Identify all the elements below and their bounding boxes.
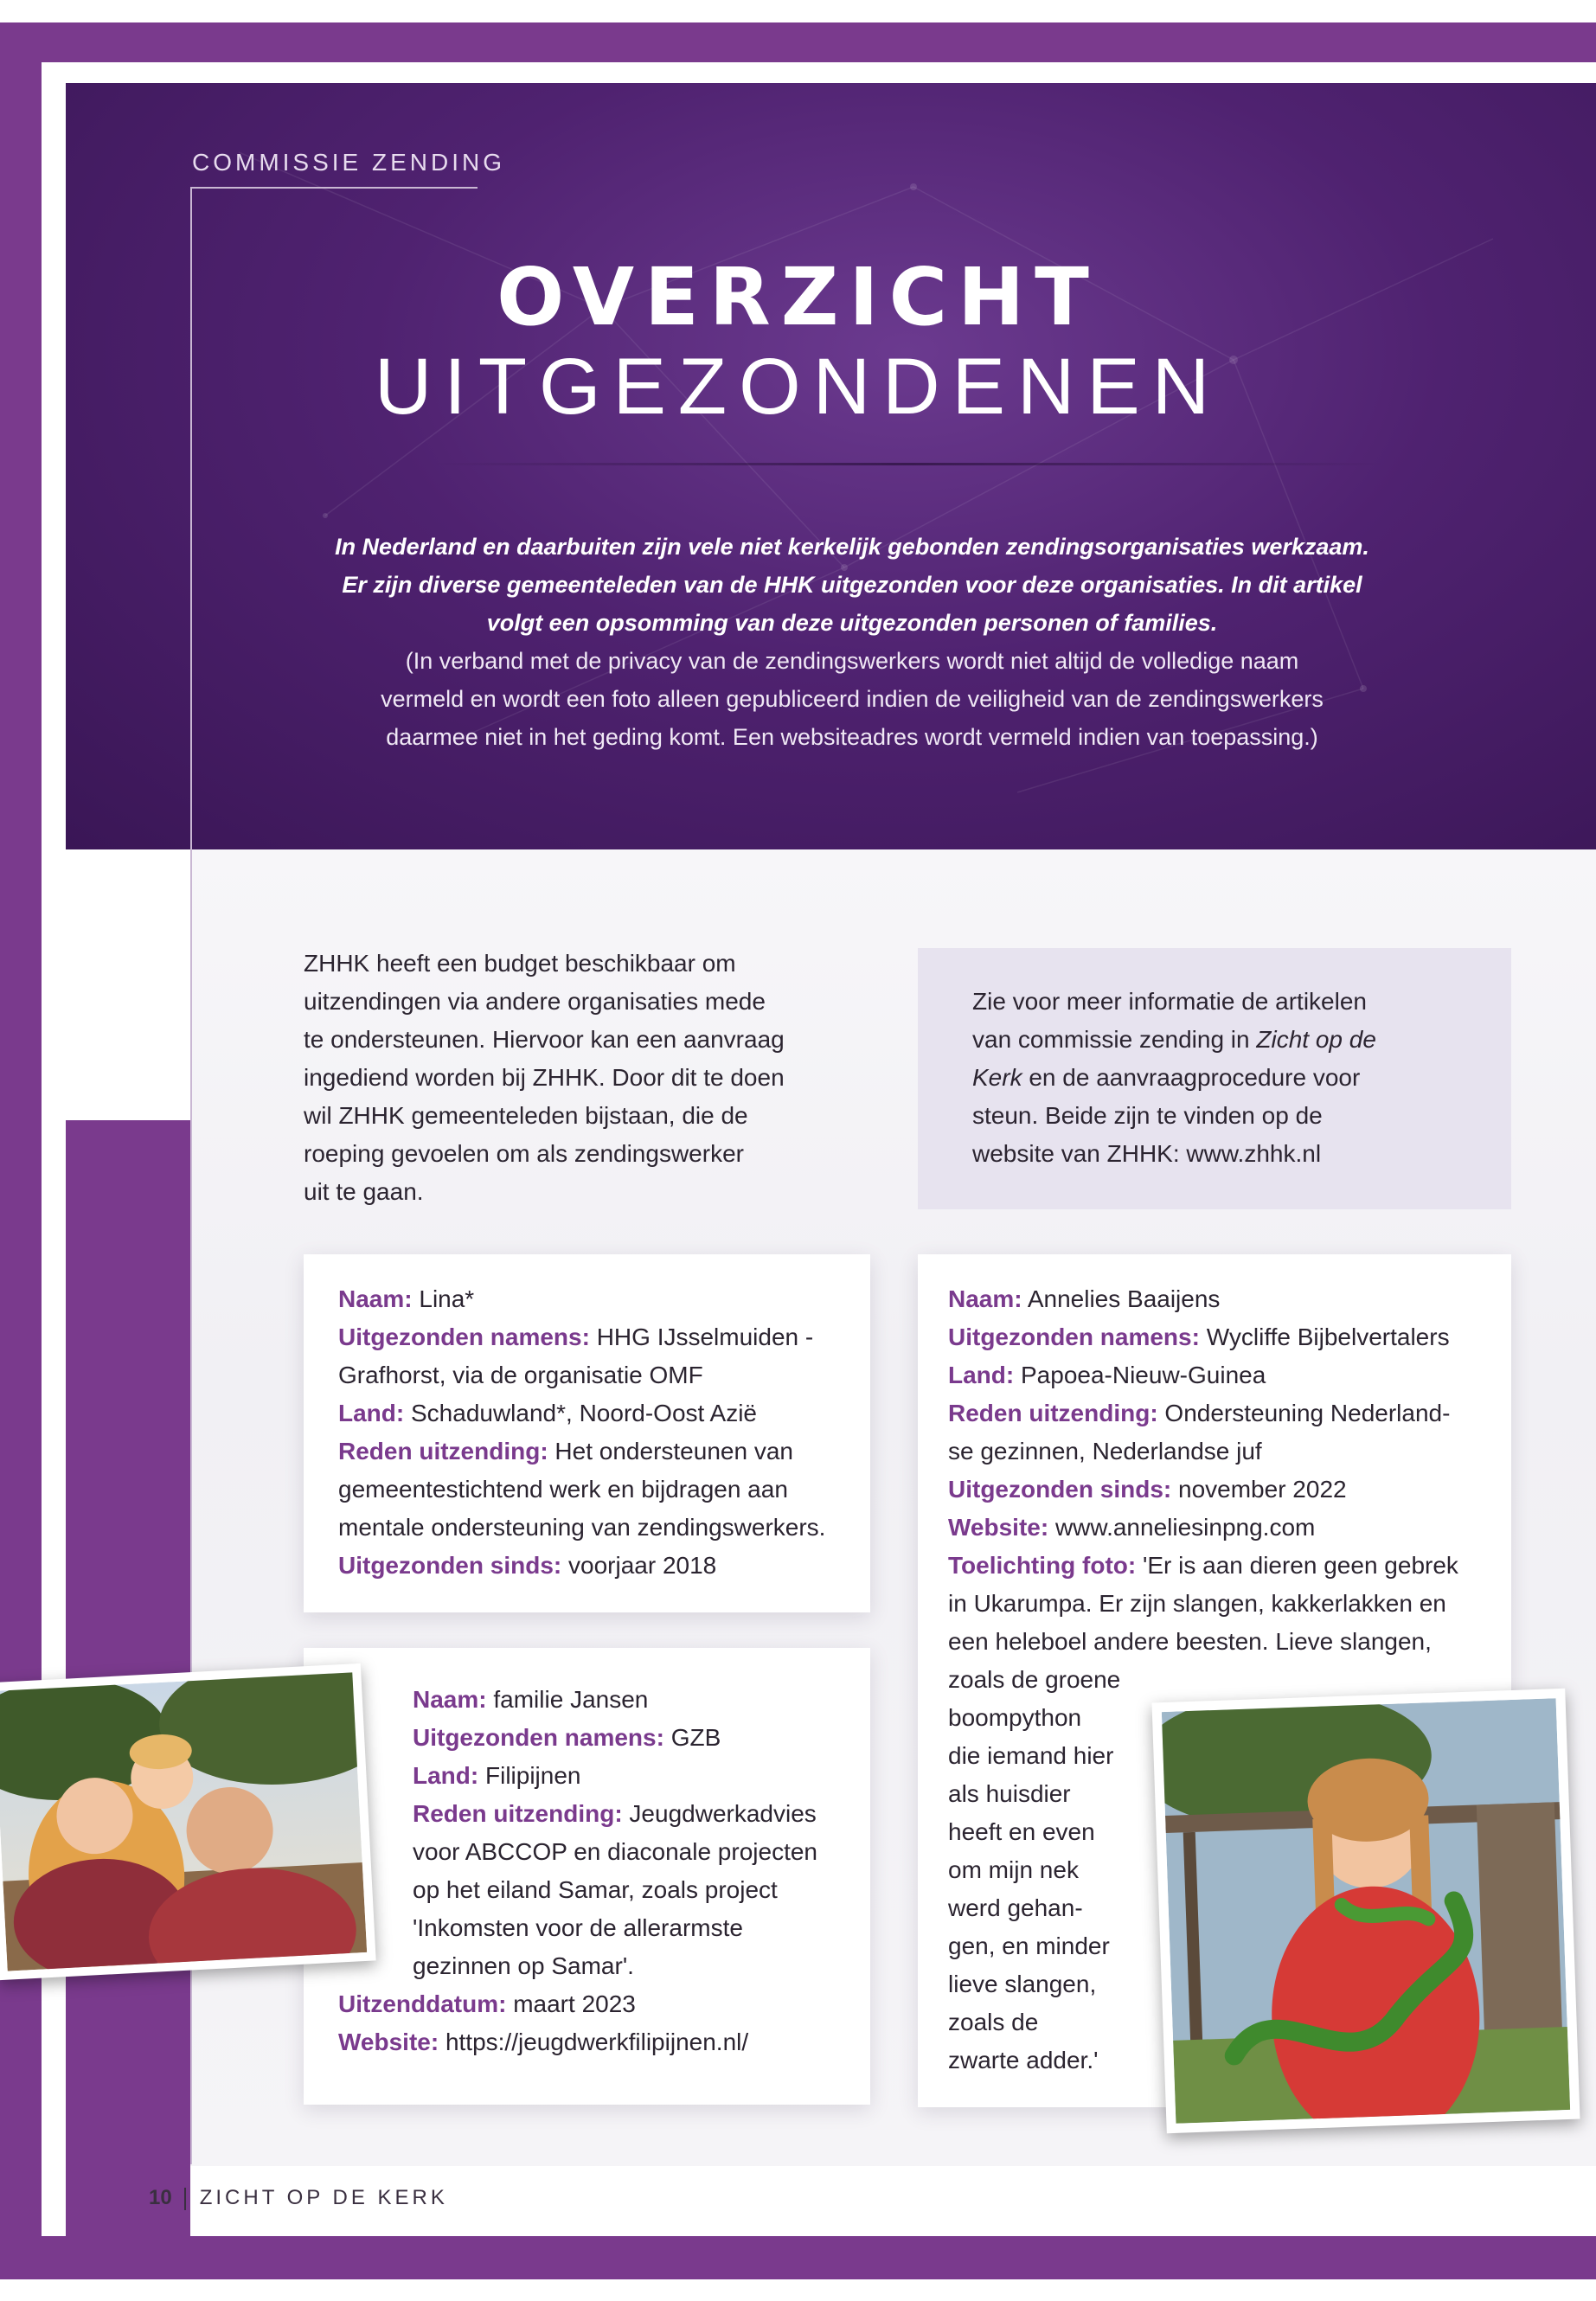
field-value: Annelies Baaijens: [1022, 1285, 1221, 1312]
intro-line: vermeld en wordt een foto alleen gepubliceerd indien de veiligheid van de zendingswerkers: [381, 686, 1324, 712]
field-label: Land:: [413, 1762, 479, 1789]
field-namens: [338, 1318, 857, 1356]
field-value: Lina*: [412, 1285, 475, 1312]
field-label: Land:: [338, 1400, 405, 1426]
magazine-name: ZICHT OP DE KERK: [199, 2186, 448, 2209]
info-line: [972, 1021, 1491, 1059]
intro-line: Er zijn diverse gemeenteleden van de HHK uitgezonden voor deze organisaties. In dit artikel: [342, 572, 1362, 598]
field-value: zoals de groene: [948, 1666, 1121, 1693]
field-website: [948, 1509, 1502, 1547]
field-value: boompython: [948, 1704, 1082, 1731]
field-label: Reden uitzending:: [948, 1400, 1158, 1426]
page-title-line2: UITGEZONDENEN: [374, 343, 1222, 431]
intro-line: daarmee niet in het geding komt. Een websiteadres wordt vermeld indien van toepassing.): [386, 724, 1318, 750]
field-value: werd gehan-: [948, 1894, 1083, 1921]
paragraph-line: uit te gaan.: [304, 1178, 424, 1205]
field-value: 'Er is aan dieren geen gebrek: [1136, 1552, 1458, 1579]
family-photo: [0, 1663, 376, 1980]
field-value: Papoea-Nieuw-Guinea: [1014, 1362, 1266, 1388]
website-link[interactable]: https://jeugdwerkfilipijnen.nl/: [439, 2029, 749, 2055]
field-sinds: [338, 1547, 857, 1585]
field-naam: [338, 1681, 866, 1719]
info-line: website van ZHHK: www.zhhk.nl: [972, 1140, 1322, 1167]
field-value: heeft en even: [948, 1818, 1095, 1845]
field-label: Naam:: [948, 1285, 1022, 1312]
paragraph-line: uitzendingen via andere organisaties mede: [304, 988, 766, 1015]
title-underline: [433, 463, 1384, 465]
field-label: Naam:: [338, 1285, 413, 1312]
card-jansen-text: [338, 1681, 866, 2061]
section-kicker: COMMISSIE ZENDING: [192, 149, 506, 176]
page-title-line1: OVERZICHT: [497, 251, 1099, 343]
field-label: Website:: [948, 1514, 1049, 1541]
field-website: [338, 2023, 866, 2061]
field-value: die iemand hier: [948, 1742, 1114, 1769]
website-link[interactable]: www.anneliesinpng.com: [1048, 1514, 1316, 1541]
magazine-title: Kerk: [972, 1064, 1022, 1091]
field-naam: [338, 1280, 857, 1318]
field-value: in Ukarumpa. Er zijn slangen, kakkerlakken en: [948, 1590, 1446, 1617]
field-value: voor ABCCOP en diaconale projecten: [413, 1838, 817, 1865]
field-label: Naam:: [413, 1686, 487, 1713]
field-value: op het eiland Samar, zoals project: [413, 1876, 778, 1903]
field-land: [338, 1394, 857, 1433]
family-photo-image: [0, 1672, 367, 1971]
field-label: Website:: [338, 2029, 439, 2055]
intro-text: [285, 528, 1419, 756]
field-value: november 2022: [1171, 1476, 1347, 1503]
field-value: se gezinnen, Nederlandse juf: [948, 1438, 1262, 1465]
budget-paragraph: [304, 945, 857, 1211]
field-value: Schaduwland*, Noord-Oost Azië: [404, 1400, 757, 1426]
header-rule: [190, 187, 478, 189]
paragraph-line: ZHHK heeft een budget beschikbaar om: [304, 950, 736, 977]
field-value: lieve slangen,: [948, 1971, 1097, 1997]
field-label: Uitgezonden namens:: [338, 1324, 590, 1350]
field-reden: [948, 1394, 1502, 1433]
info-text: van commissie zending in: [972, 1026, 1257, 1053]
field-label: Land:: [948, 1362, 1015, 1388]
field-value: als huisdier: [948, 1780, 1071, 1807]
field-naam: [948, 1280, 1502, 1318]
field-value: Het ondersteunen van: [548, 1438, 793, 1465]
field-land: [338, 1757, 866, 1795]
intro-line: In Nederland en daarbuiten zijn vele niet kerkelijk gebonden zendingsorganisaties werkzaam.: [335, 534, 1369, 560]
annelies-snake-photo-image: [1162, 1698, 1570, 2124]
field-label: Uitzenddatum:: [338, 1990, 507, 2017]
footer-divider: [184, 2188, 186, 2210]
field-label: Toelichting foto:: [948, 1552, 1137, 1579]
field-value: familie Jansen: [486, 1686, 649, 1713]
field-label: Uitgezonden namens:: [413, 1724, 664, 1751]
field-label: Reden uitzending:: [338, 1438, 548, 1465]
field-value: gemeentestichtend werk en bijdragen aan: [338, 1476, 788, 1503]
field-value: Wycliffe Bijbelvertalers: [1199, 1324, 1450, 1350]
field-sinds: [948, 1471, 1502, 1509]
field-label: Uitgezonden namens:: [948, 1324, 1200, 1350]
field-value: voorjaar 2018: [561, 1552, 717, 1579]
field-value: gen, en minder: [948, 1932, 1110, 1959]
annelies-snake-photo: [1151, 1689, 1580, 2133]
field-toelichting: [948, 1547, 1502, 1585]
field-value: Ondersteuning Nederland-: [1157, 1400, 1451, 1426]
magazine-title: Zicht op de: [1256, 1026, 1376, 1053]
field-namens: [338, 1719, 866, 1757]
field-value: Grafhorst, via de organisatie OMF: [338, 1362, 703, 1388]
field-value: een heleboel andere beesten. Lieve slangen,: [948, 1628, 1432, 1655]
info-text: en de aanvraagprocedure voor: [1022, 1064, 1361, 1091]
field-label: Uitgezonden sinds:: [948, 1476, 1172, 1503]
field-namens: [948, 1318, 1502, 1356]
field-datum: [338, 1985, 866, 2023]
info-line: Zie voor meer informatie de artikelen: [972, 988, 1367, 1015]
field-value: Filipijnen: [478, 1762, 581, 1789]
paragraph-line: ingediend worden bij ZHHK. Door dit te doen: [304, 1064, 785, 1091]
field-value: gezinnen op Samar'.: [413, 1952, 634, 1979]
paragraph-line: roeping gevoelen om als zendingswerker: [304, 1140, 744, 1167]
field-reden: [338, 1795, 866, 1833]
field-value: Jeugdwerkadvies: [622, 1800, 817, 1827]
field-value: GZB: [663, 1724, 721, 1751]
field-value: maart 2023: [506, 1990, 636, 2017]
paragraph-line: te ondersteunen. Hiervoor kan een aanvraag: [304, 1026, 785, 1053]
field-value: HHG IJsselmuiden -: [589, 1324, 814, 1350]
card-lina-text: [338, 1280, 857, 1585]
field-value: om mijn nek: [948, 1856, 1079, 1883]
page-number: 10: [149, 2186, 172, 2209]
field-label: Reden uitzending:: [413, 1800, 623, 1827]
field-value: zoals de: [948, 2009, 1039, 2035]
field-value: zwarte adder.': [948, 2047, 1099, 2073]
paragraph-line: wil ZHHK gemeenteleden bijstaan, die de: [304, 1102, 748, 1129]
field-reden: [338, 1433, 857, 1471]
field-land: [948, 1356, 1502, 1394]
info-box-text: [972, 983, 1491, 1173]
info-line: steun. Beide zijn te vinden op de: [972, 1102, 1323, 1129]
page-footer: [149, 2186, 448, 2210]
intro-line: volgt een opsomming van deze uitgezonden personen of families.: [486, 610, 1218, 636]
intro-line: (In verband met de privacy van de zendingswerkers wordt niet altijd de volledige naam: [405, 648, 1299, 674]
top-purple-border: [0, 22, 1596, 62]
bottom-purple-border: [0, 2236, 1596, 2279]
field-value: 'Inkomsten voor de allerarmste: [413, 1914, 743, 1941]
field-value: mentale ondersteuning van zendingswerkers.: [338, 1514, 826, 1541]
info-line: [972, 1059, 1491, 1097]
field-label: Uitgezonden sinds:: [338, 1552, 562, 1579]
